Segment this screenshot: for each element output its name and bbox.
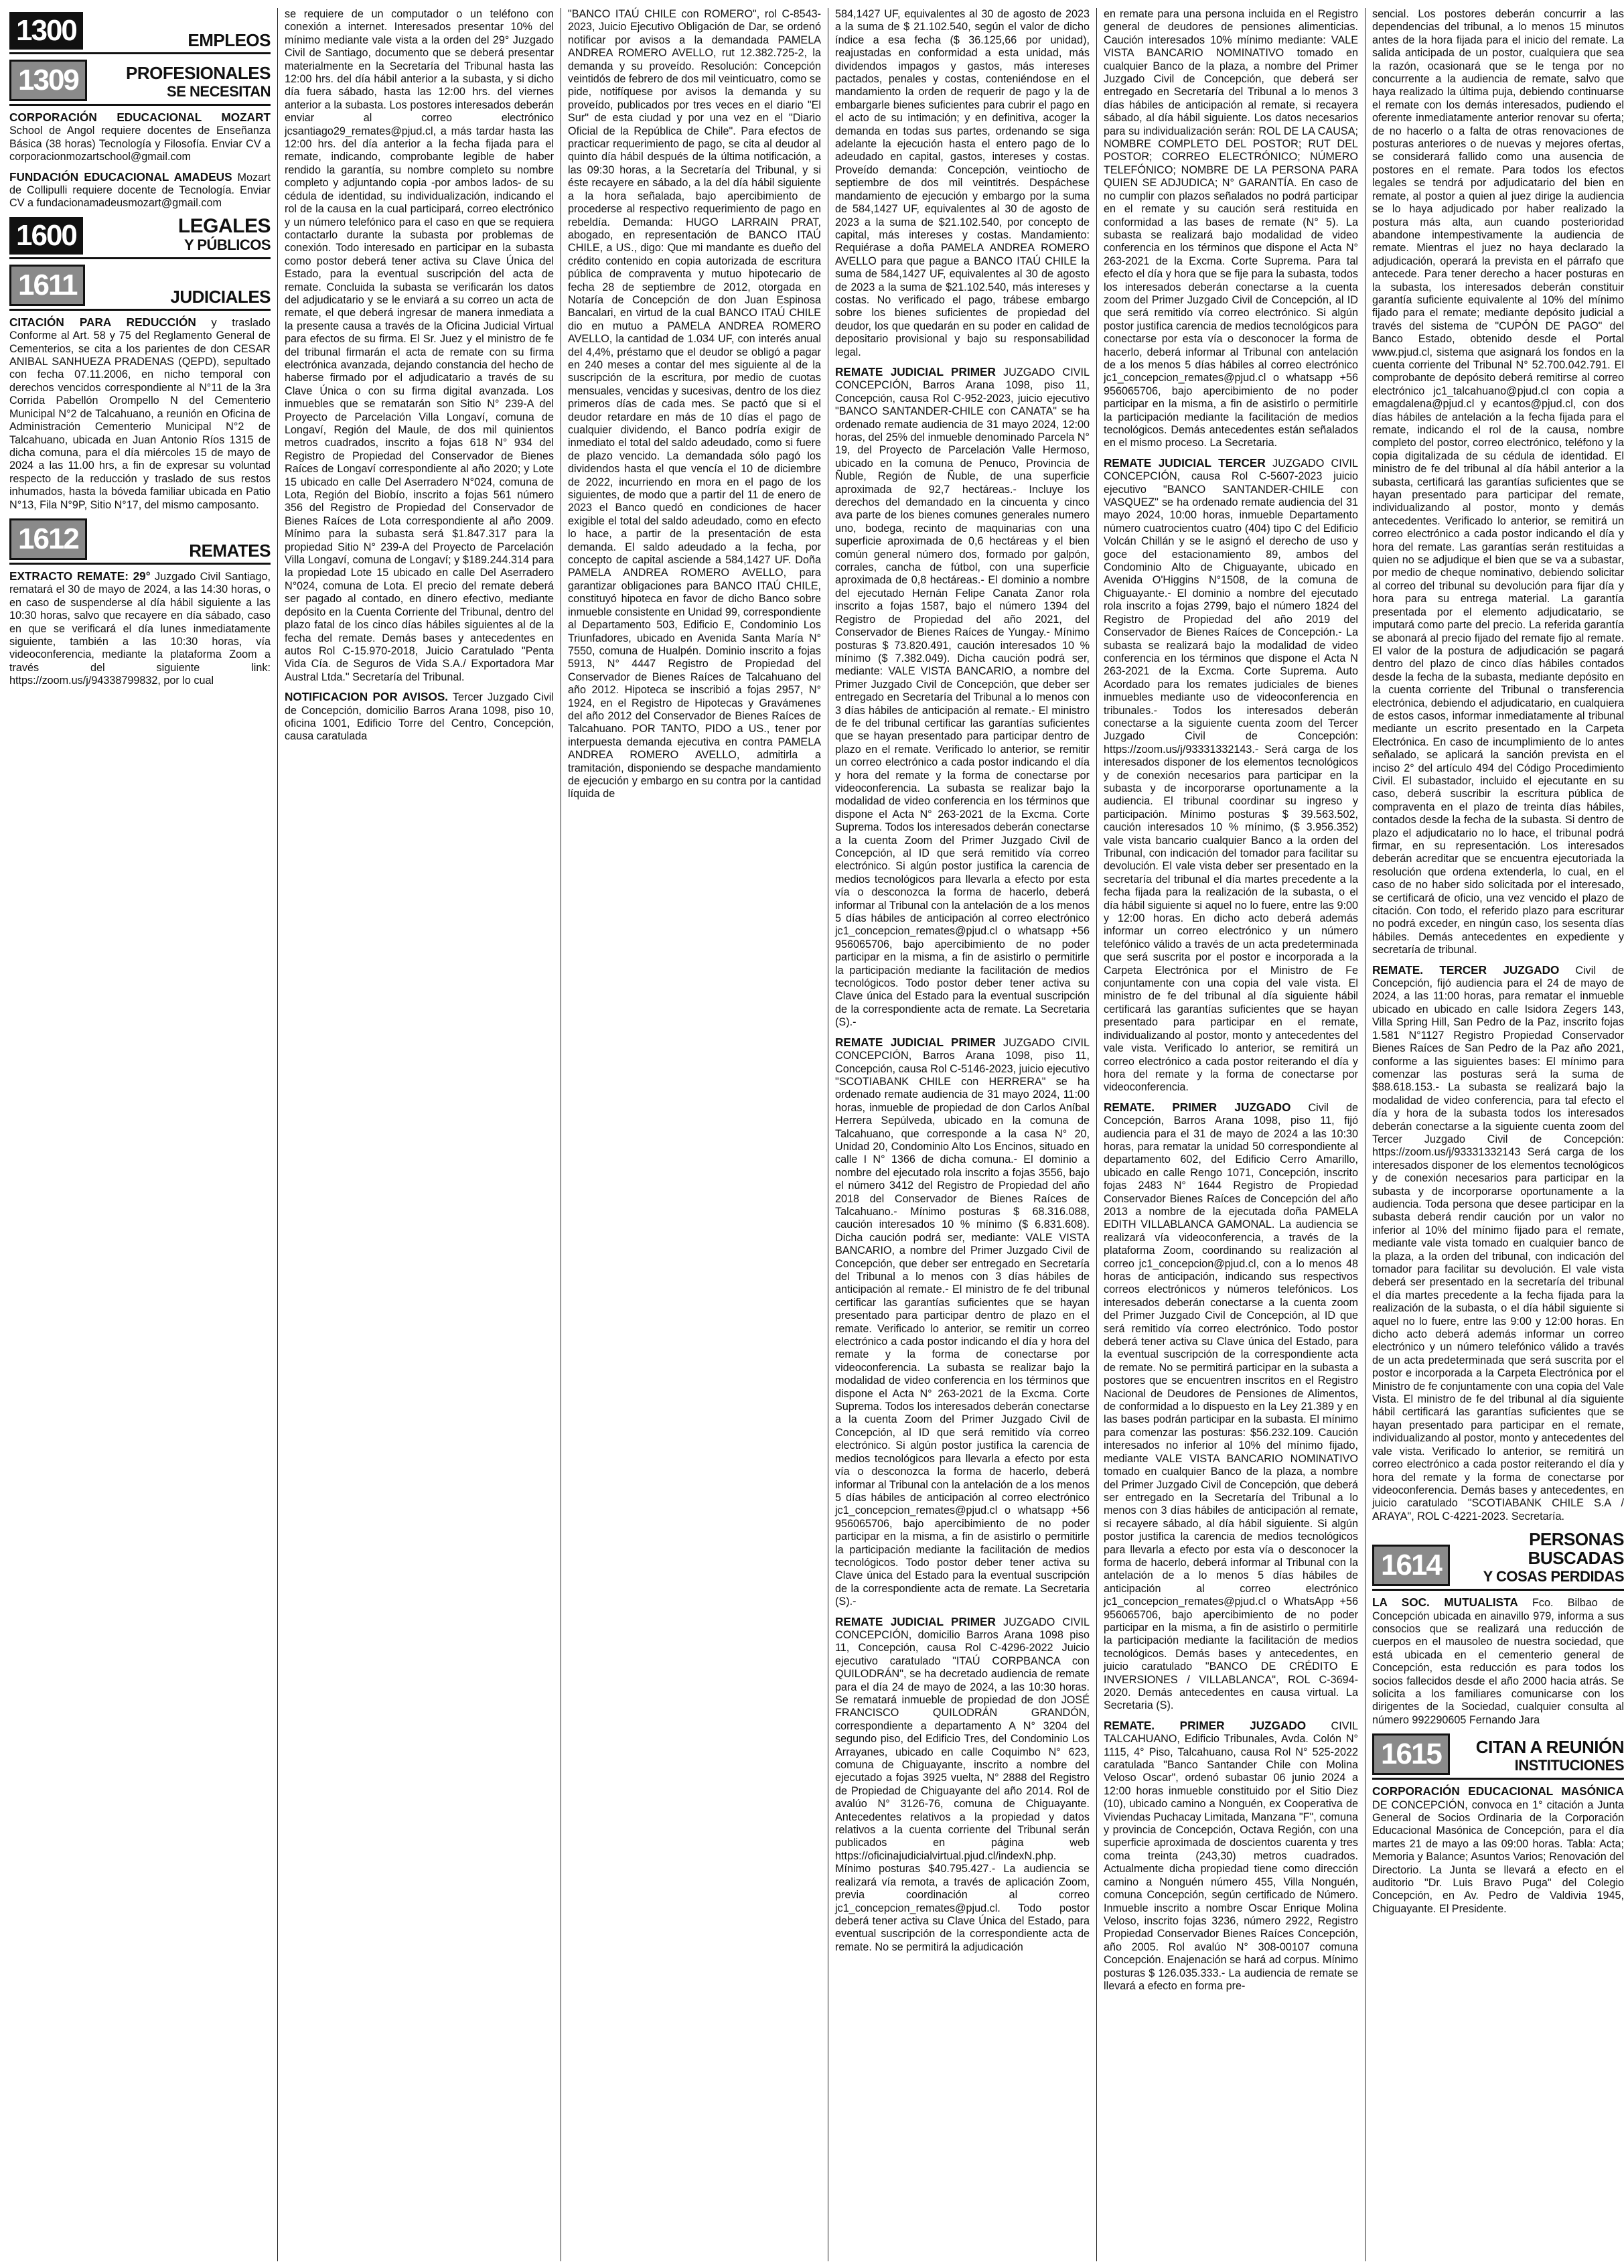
section-number: 1615 — [1372, 1733, 1450, 1775]
notice-continuation: "BANCO ITAÚ CHILE con ROMERO", rol C-8543-2023, Juicio Ejecutivo Obligación de Dar, se ordenó notificar por avisos a la demandada PAMELA ANDREA ROMERO AVELLO, rut 12.382.725-2, la demanda y su proveído. Resolución: Concepción veintidós de febrero de dos mil veinticuatro, como se pide, notifíquese por avisos la demanda y su proveído, publicados por tres veces en el diario "El Sur" de esta ciudad y por una vez en el "Diario Oficial de la República de Chile". Para efectos de practicar requerimiento de pago, se cita al deudor al quinto día hábil después de la última notificación, a las 09:30 horas, a la Secretaría del Tribunal, y si éste recayere en sábado, a la del día hábil siguiente a la hora señalada, bajo apercibimiento de procederse al respectivo requerimiento de pago en rebeldía. Demanda: HUGO LARRAIN PRAT, abogado, en representación de BANCO ITAÚ CHILE, a US., digo: Que mi mandante es dueño del crédito contenido en copia autorizada de escritura pública de compraventa y mutuo hipotecario de fecha 28 de septiembre de 2012, otorgada en Notaría de Concepción de don Juan Espinosa Bancalari, en virtud de la cual BANCO ITAÚ CHILE dio en mutuo a PAMELA ANDREA ROMERO AVELLO, la cantidad de 1.034 UF, con interés anual del 4,4%, préstamo que el deudor se obligó a pagar en 240 meses a contar del mes siguiente al de la suscripción de la escritura, por medio de cuotas mensuales, vencidas y sucesivas, dentro de los diez primeros días de cada mes. Se pactó que si el deudor retardare en más de 10 días el pago de cualquier dividendo, el Banco podría exigir de inmediato el total del saldo adeudado, como si fuere de plazo vencido. La demandada sólo pagó los dividendos hasta el que vencía el 10 de diciembre de 2022, incurriendo en mora en el pago de los siguientes, de modo que a partir del 11 de enero de 2023 el Banco quedó en condiciones de hacer exigible el total del saldo adeudado, como en efecto lo hace, a partir de la presentación de esta demanda. El saldo adeudado a la fecha, por concepto de capital asciende a 584,1427 UF. Doña PAMELA ANDREA ROMERO AVELLO, para garantizar obligaciones para BANCO ITAÚ CHILE, constituyó hipoteca en favor de dicho Banco sobre inmueble consistente en Unidad 99, correspondiente al Departamento 503, Edificio E, Condominio Los Triunfadores, ubicado en Avenida Santa María N° 7550, comuna de Hualpén. Dominio inscrito a fojas 5913, N° 4447 Registro de Propiedad del Conservador de Bienes Raíces de Talcahuano del año 2012. Hipoteca se inscribió a fojas 2957, N° 1924, en el Registro de Hipotecas y Gravámenes del año 2012 del Conservador de Bienes Raíces de Talcahuano. POR TANTO, PIDO a US., tener por interpuesta demanda ejecutiva en contra PAMELA ANDREA ROMERO AVELLO, admitirla a tramitación, disponiendo se despache mandamiento de ejecución y embargo en su contra por la cantidad líquida de — [568, 8, 821, 800]
notice-lead: REMATE JUDICIAL PRIMER — [835, 1614, 996, 1628]
section-header-profesionales — [9, 60, 271, 106]
notice-lead: REMATE. PRIMER JUZGADO — [1104, 1100, 1291, 1114]
section-subtitle: INSTITUCIONES — [1514, 1757, 1624, 1774]
section-subtitle: Y COSAS PERDIDAS — [1483, 1568, 1624, 1585]
section-header-judiciales — [9, 265, 271, 311]
column-1 — [9, 8, 271, 2261]
notice-continuation: en remate para una persona incluida en el Registro general de deudores de pensiones alimenticias. Caución interesados 10% mínimo mediante: VALE VISTA BANCARIO NOMINATIVO tomado en cualquier Banco de la plaza, a nombre del Primer Juzgado Civil de Concepción, que deberá ser entregado en Secretaría del Tribunal a lo menos 3 días hábiles de anticipación al remate, si recayera sábado, al día hábil siguiente. Los datos necesarios para su individualización serán: ROL DE LA CAUSA; NOMBRE COMPLETO DEL POSTOR; RUT DEL POSTOR; CORREO ELECTRÓNICO; NÚMERO TELEFÓNICO; NOMBRE DE LA PERSONA PARA QUIEN SE ADJUDICA; N° GARANTÍA. En caso de no cumplir con plazos señalados no podrá participar en el remate y su caución será restituida en conformidad a las bases de remate (N° 5). La subasta se realizará bajo modalidad de video conferencia en los términos que dispone el Acta N° 263-2021 de la Excma. Corte Suprema. Para tal efecto el día y hora que se fije para la subasta, todos los interesados deberán conectarse a la cuenta zoom del Primer Juzgado Civil de Concepción, al ID que será remitido vía correo electrónico. Si algún postor justifica carencia de medios tecnológicos para conectarse por esta vía o desconocer la forma de hacerlo, deberá informar al Tribunal con antelación de a los menos 5 días hábiles al correo electrónico jc1_concepcion_remates@pjud.cl o whatsapp +56 956065706, bajo apercibimiento de no poder participar en la misma, a fin de asistirlo o permitirle la participación mediante la facilitación de medios tecnológicos. Demás antecedentes están señalados en el mismo proceso. La Secretaria. — [1104, 8, 1358, 449]
notice-text: Fco. Bilbao de Concepción ubicada en ainavillo 979, informa a sus consocios que se realizará una reducción de cuerpos en el mausoleo de nuestra sociedad, que está ubicada en el cementerio general de Concepción, esta reducción es para todos los socios fallecidos desde el año 2000 hacia atrás. Se solicita a los familiares comunicarse con los dirigentes de la Sociedad, cualquier consulta al número 992290605 Fernando Jara — [1372, 1597, 1624, 1726]
column-2 — [285, 8, 554, 2261]
section-number: 1611 — [9, 265, 85, 306]
notice-text: Juzgado Civil Santiago, rematará el 30 de mayo de 2024, a las 14:30 horas, o en caso de suspenderse al día hábil siguiente a las 10:30 horas, salvo que recayere en día sábado, caso en que se verificará el día lunes inmediatamente siguiente, también a las 10:30 horas, vía videoconferencia, mediante la plataforma Zoom a través del siguiente link: https://zoom.us/j/94338799832, por lo cual — [9, 570, 271, 687]
section-number: 1600 — [9, 217, 83, 255]
notice-text: JUZGADO CIVIL CONCEPCIÓN, causa Rol C-5607-2023 juicio ejecutivo "BANCO SANTANDER-CHILE con VASQUEZ" se ha ordenado remate audiencia del 31 mayo 2024, 10:00 horas, inmueble Departamento número cuatrocientos cuatro (404) tipo C del Edificio Volcán Chillán y se le asignó el derecho de uso y goce del estacionamiento 89, ambos del Condominio Alto de Chiguayante, ubicado en Avenida O'Higgins N°1508, de la comuna de Chiguayante.- El dominio a nombre del ejecutado rola inscrito a fojas 2799, bajo el número 1824 del Registro de Propiedad del año 2019 del Conservador de Bienes Raíces de Concepción.- La subasta se realizará bajo la modalidad de video conferencia en los términos que dispone el Acta N 263-2021 de la Excma. Corte Suprema. Auto Acordado para los remates judiciales de bienes inmuebles mediante uso de videoconferencia en tribunales.- Todos los interesados deberán conectarse a la siguiente cuenta zoom del Tercer Juzgado Civil de Concepción: https://zoom.us/j/93331332143.- Será carga de los interesados disponer de los elementos tecnológicos y de conexión necesarios para participar en la subasta y de incorporarse oportunamente a la audiencia. El tribunal coordinar su ingreso y participación. Mínimo posturas $ 39.563.502, caución interesados 10 % mínimo, ($ 3.956.352) vale vista bancario cualquier Banco a la orden del Tribunal, con indicación del tomador para facilitar su devolución. El vale vista deber ser presentado en la secretaría del tribunal el día martes precedente a la fecha fijada para la realización de la subasta, o el día hábil siguiente si aquel no lo fuere, entre las 9:00 y 12:00 horas. En dicho acto deberá además informar un correo electrónico y un número telefónico válido a través de un acta predeterminada que será suscrita por el postor e incorporada a la Carpeta Electrónica por el Ministro de Fe conjuntamente con una copia del vale vista. El ministro de fe del tribunal al día siguiente hábil certificará las garantías suficientes que se hayan presentado para participar en el remate, individualizando al postor, monto y antecedentes del vale vista. Verificado lo anterior, se remitirá un correo electrónico a cada postor reiterando el día y hora del remate y la forma de conectarse por videoconferencia. — [1104, 457, 1358, 1094]
section-number: 1300 — [9, 12, 83, 50]
notice-remate-4 — [1104, 457, 1358, 1094]
notice-text: Civil de Concepción, Barros Arana 1098, piso 11, fijó audiencia para el 31 de mayo de 2024 a las 10:30 horas, para rematar la unidad 50 correspondiente al departamento 602, del Edificio Cerro Amarillo, ubicado en calle Rengo 1071, Concepción, inscrito fojas 2483 N° 1644 Registro de Propiedad Conservador Bienes Raíces de Concepción del año 2013 a nombre de la ejecutada doña PAMELA EDITH VILLABLANCA GAMONAL. La audiencia se realizará vía videoconferencia, a través de la plataforma Zoom, coordinando su realización al correo jc1_concepcion@pjud.cl, con a lo menos 48 horas de anticipación, indicando sus respectivos correos electrónicos y números telefónicos. Los interesados deberán conectarse a la cuenta zoom del Primer Juzgado Civil de Concepción, al ID que será remitido vía correo electrónico. Todo postor deberá tener activa su Clave única del Estado, para la eventual suscripción de la correspondiente acta de remate. No se permitirá participar en la subasta a postores que se encuentren inscritos en el Registro Nacional de Deudores de Pensiones de Alimentos, de conformidad a lo dispuesto en la Ley 21.389 y en las bases podrán participar en la subasta. El mínimo para comenzar las posturas: $56.232.109. Caución interesados no inferior al 10% del mínimo fijado, mediante VALE VISTA BANCARIO NOMINATIVO tomado en cualquier Banco de la plaza, a nombre del Primer Juzgado Civil de Concepción, que deberá ser entregado en la Secretaría del Tribunal a lo menos con 3 días hábiles de anticipación al remate, si recayere sábado, al día hábil siguiente. Si algún postor justifica la carencia de medios tecnológicos para llevarla a efecto por esta vía o desconocer la forma de hacerlo, deberá informar al Tribunal con la antelación de a lo menos 5 días hábiles de anticipación al correo electrónico jc1_concepcion_remates@pjud.cl o WhatsApp +56 956065706, bajo apercibimiento de no poder participar en la misma, a fin de asistirlo o permitirle la participación mediante la facilitación de medios tecnológicos. Demás bases y antecedentes, en juicio caratulado "BANCO DE CRÉDITO E INVERSIONES / VILLABLANCA", ROL C-3694-2020. Demás antecedentes en causa virtual. La Secretaria (S). — [1104, 1101, 1359, 1712]
notice-lead: REMATE. PRIMER JUZGADO — [1104, 1718, 1307, 1732]
notice-text: JUZGADO CIVIL CONCEPCIÓN, Barros Arana 1098, piso 11, Concepción, causa Rol C-952-2023, juicio ejecutivo "BANCO SANTANDER-CHILE con CANATA" se ha ordenado remate audiencia de 31 mayo 2024, 12:00 horas, del 25% del inmueble denominado Parcela N° 19, del Proyecto de Parcelación Valle Hermoso, ubicado en la comuna de Penuco, Provincia de Ñuble, Región de Ñuble, de una superficie aproximada de 92,7 hectáreas.- Incluye los derechos del demandado en la cincuenta y cinco ava parte de los bienes comunes generales numero uno, bodega, recinto de maquinarias con una superficie aproximada de 0,6 hectáreas y el bien común general número dos, formado por galpón, corrales, cancha de fútbol, con una superficie aproximada de 0,8 hectáreas.- El dominio a nombre del ejecutado Hernán Felipe Canata Zanor rola inscrito a fojas 1587, bajo el número 1394 del Registro de Propiedad del año 2021, del Conservador de Bienes Raíces de Yungay.- Mínimo posturas $ 73.820.491, caución interesados 10 % mínimo ($ 7.382.049). Dicha caución podrá ser, mediante: VALE VISTA BANCARIO, a nombre del Primer Juzgado Civil de Concepción, que deber ser entregado en Secretaría del Tribunal a lo menos con 3 días hábiles de anticipación al remate.- El ministro de fe del tribunal certificar las garantías suficientes que se hayan presentado para participar dentro de plazo en el remate. Verificado lo anterior, se remitir un correo electrónico a cada postor indicando el día y hora del remate y la forma de conectarse por videoconferencia. La subasta se realizar bajo la modalidad de video conferencia en los términos que dispone el Acta N° 263-2021 de la Excma. Corte Suprema. Todos los interesados deberán conectarse a la cuenta Zoom del Primer Juzgado Civil de Concepción, al ID que será remitido vía correo electrónico. Si algún postor justifica la carencia de medios tecnológicos para llevarla a efecto por esta vía o desconozca la forma de hacerlo, deberá informar al Tribunal con la antelación de a los menos 5 días hábiles de anticipación al correo electrónico jc1_concepcion_remates@pjud.cl o whatsapp +56 956065706, bajo apercibimiento de no poder participar en la misma, a fin de asistirlo o permitirle la participación mediante la facilitación de medios tecnológicos. Todo postor deber tener activa su Clave única del Estado para la eventual suscripción de la correspondiente acta de remate. La Secretaria (S).- — [835, 366, 1090, 1029]
column-3 — [568, 8, 821, 2261]
notice-text: Tercer Juzgado Civil de Concepción, domicilio Barros Arana 1098, piso 10, oficina 1001, Edificio Torre del Centro, Concepción, causa caratulada — [285, 691, 554, 743]
section-header-personas — [1372, 1530, 1624, 1591]
notice-remate-1 — [835, 366, 1090, 1030]
notice-lead: CITACIÓN PARA REDUCCIÓN — [9, 315, 196, 329]
section-title: JUDICIALES — [170, 286, 271, 307]
ad-text: Mozart de Collipulli requiere docente de Tecnología. Enviar CV a fundacionamadeusmozart@gmail.com — [9, 171, 271, 210]
section-title — [126, 64, 271, 101]
notice-extracto-remate — [9, 570, 271, 688]
section-title-main: PERSONAS BUSCADAS — [1528, 1529, 1624, 1569]
section-title-main: PROFESIONALES — [126, 63, 271, 83]
section-title-main: LEGALES — [177, 214, 271, 237]
section-title-main: CITAN A REUNIÓN — [1475, 1737, 1624, 1758]
notice-remate-6 — [1104, 1719, 1358, 1993]
column-4 — [835, 8, 1090, 2261]
notice-lead: CORPORACIÓN EDUCACIONAL MASÓNICA — [1372, 1784, 1624, 1798]
notice-lead: EXTRACTO REMATE: 29° — [9, 569, 151, 583]
section-header-remates — [9, 518, 271, 565]
notice-continuation: se requiere de un computador o un teléfono con conexión a internet. Interesados presentar 10% del mínimo mediante vale vista a la orden del 29° Juzgado Civil de Santiago, documento que se deberá presentar materialmente en la Secretaría del Tribunal hasta las 12:00 hrs. del día hábil anterior a la subasta, y si dicho día fuera sábado, hasta las 12:00 hrs. del viernes anterior a la subasta. Los postores interesados deberán enviar al correo electrónico jcsantiago29_remates@pjud.cl, a más tardar hasta las 12:00 hrs. del día anterior a la fecha fijada para el remate, indicando, comprobante legible de haber rendido la garantía, su nombre completo su nombre completo y adjuntando copia -por ambos lados- de su cédula de identidad, su individualización, indicando el rol de la causa en la cual participará, correo electrónico y un número telefónico para el caso en que se requiera contactarlo durante la subasta por problemas de conexión. Todo interesado en participar en la subasta como postor deberá tener activa su Clave Única del Estado, para la eventual suscripción del acta de remate. Concluida la subasta se verificarán los datos del adjudicatario y se le enviará a su correo un acta de remate, el que deberá ingresar de manera inmediata a la presente causa a través de la Oficina Judicial Virtual para efectos de su firma. El Sr. Juez y el ministro de fe del tribunal firmarán el acta de remate con su firma electrónica avanzada, dejando constancia del hecho de haberse firmado por el adjudicatario a través de su Clave Única o con su firma digital avanzada. Los inmuebles que se rematarán son Sitio N° 239-A del Proyecto de Parcelación Villa Longaví, comuna de Longaví, Región del Maule, de dos mil quinientos metros cuadrados, inscrito a fojas 618 N° 934 del Registro de Propiedad del Conservador de Bienes Raíces de Longaví correspondiente al año 2020; y Lote 15 ubicado en calle Del Aserradero N°024, comuna de Lota, Región del Biobío, inscrito a fojas 561 número 356 del Registro de Propiedad del Conservador de Bienes Raíces de Lota correspondiente al año 2009. Mínimo para la subasta será $1.847.317 para la propiedad Sitio N° 239-A del Proyecto de Parcelación Villa Longaví, comuna de Longaví; y $189.244.314 para la propiedad Lote 15 ubicado en calle Del Aserradero N°024, comuna de Lota. El precio del remate deberá ser pagado al contado, en dinero efectivo, mediante depósito en la Cuenta Corriente del Tribunal, dentro del plazo fatal de los cinco días hábiles siguientes al de la fecha del remate. Demás bases y antecedentes en autos Rol C-15.970-2018, Juicio Caratulado "Penta Vida Cía. de Seguros de Vida S.A./ Exportadora Mar Austral Ltda." Secretaría del Tribunal. — [285, 8, 554, 683]
section-title — [1476, 1738, 1624, 1775]
section-header-citan — [1372, 1733, 1624, 1780]
column-5 — [1104, 8, 1358, 2261]
notice-soc-mutualista — [1372, 1596, 1624, 1727]
section-title: REMATES — [189, 540, 271, 561]
notice-lead: REMATE. TERCER JUZGADO — [1372, 963, 1560, 977]
notice-remate-2 — [835, 1036, 1090, 1609]
section-number: 1612 — [9, 518, 87, 560]
ad-text: School de Angol requiere docentes de Enseñanza Básica (38 horas) Tecnología y Filosofía. Enviar CV a corporacionmozartschool@gmail.com — [9, 125, 271, 163]
section-title — [1450, 1530, 1624, 1586]
notice-lead: REMATE JUDICIAL PRIMER — [835, 364, 996, 378]
notice-notificacion — [285, 691, 554, 743]
notice-corp-masonica — [1372, 1785, 1624, 1916]
notice-text: Civil de Concepción, fijó audiencia para el 24 de mayo de 2024, a las 11:00 horas, para rematar el inmueble ubicado en ubicado en calle Isidora Zegers 143, Villa Spring Hill, San Pedro de la Paz, inscrito fojas 1.581 N°1127 Registro Propiedad Conservador Bienes Raíces de San Pedro de la Paz año 2021, conforme a las siguientes bases: El mínimo para comenzar las posturas será la suma de $88.618.153.- La subasta se realizará bajo la modalidad de video conferencia, para tal efecto el día y hora de la subasta todos los interesados deberán conectarse a la siguiente cuenta zoom del Tercer Juzgado Civil de Concepción: https://zoom.us/j/93331332143 Será carga de los interesados disponer de los elementos tecnológicos y de conexión necesarios para participar en la subasta y de incorporarse oportunamente a la audiencia. Toda persona que desee participar en la subasta deberá rendir caución por un valor no inferior al 10% del mínimo fijado para el remate, mediante vale vista tomado en cualquier banco de la plaza, a la orden del tribunal, con indicación del tomador para facilitar su devolución. El vale vista deberá ser presentado en la secretaría del tribunal el día martes precedente a la fecha fijada para la realización de la subasta, o el día hábil siguiente si aquel no lo fuere, entre las 9:00 y 12:00 horas. En dicho acto deberá además informar un correo electrónico y un número telefónico válido a través de un acta predeterminada que será suscrita por el postor e incorporada a la Carpeta Electrónica por el Ministro de fe conjuntamente con una copia del Vale Vista. El ministro de fe del tribunal al día siguiente hábil certificará las garantías suficientes que se hayan presentado para participar en el remate, individualizando al postor, monto y antecedentes del vale vista. Verificado lo anterior, se remitirá un correo electrónico a cada postor reiterando el día y hora del remate y la forma de conectarse por videoconferencia. Demás bases y antecedentes, en juicio caratulado "SCOTIABANK CHILE S.A / ARAYA", ROL C-4221-2023. Secretaría. — [1372, 964, 1624, 1522]
column-divider — [1096, 8, 1097, 2261]
notice-lead: NOTIFICACION POR AVISOS. — [285, 690, 449, 704]
notice-citacion — [9, 316, 271, 512]
notice-continuation: sencial. Los postores deberán concurrir a las dependencias del tribunal, a lo menos 15 minutos antes de la hora fijada para el inicio del remate. La salida anticipada de un postor, cualquiera que sea la razón, ocasionará que se le tenga por no concurrente a la audiencia de remate, salvo que haya realizado la última puja, debiendo continuarse el remate con los demás interesados, pudiendo el oferente inmediatamente anterior renovar su oferta; de no hacerlo o a falta de otras renovaciones de posturas anteriores o de nuevas y mejores ofertas, se considerará fallido como una ausencia de postores en el remate. Para todos los efectos legales se tendrá por adjudicatario del bien en remate, al postor a quien al juez dirige la audiencia se lo haya adjudicado por haber realizado la postura más alta, aun cuando posterioridad abandone intempestivamente la audiencia de remate. Mientras el juez no haya declarado la adjudicación, operará la prevista en el párrafo que antecede. Para tener derecho a hacer posturas en la subasta, los interesados deberán constituir garantía suficiente equivalente al 10% del mínimo fijado para el remate; mediante depósito judicial a través del sistema de "CUPÓN DE PAGO" del Banco Estado, obtenido desde el Portal www.pjud.cl, sistema que asignará los fondos en la cuenta corriente del Tribunal N° 52.700.042.791. El comprobante de depósito deberá remitirse al correo electrónico jc1_talcahuano@pjud.cl con copia a emagdalena@pjud.cl y ecantos@pjud.cl, con dos días hábiles de antelación a la fecha fijada para el remate, indicando el rol de la causa, nombre completo del postor, correo electrónico, teléfono y la copia digitalizada de su cédula de identidad. El ministro de fe del tribunal al día hábil anterior a la subasta, certificará las garantías suficientes que se hayan presentado para participar del remate, individualizando al postor, monto y demás antecedentes. Verificado lo anterior, se remitirá un correo electrónico a cada postor indicando el día y hora del remate. Las garantías serán restituidas a quien no se adjudique el bien que se va a subastar, por medio de cheque nominativo, debiendo solicitar al correo del tribunal su devolución para fijar día y hora para su entrega material. La garantía presentada por el elemento adjudicatario, se imputará como parte del precio. La referida garantía se abonará al precio fijado del remate fijo al remate. El valor de la postura de adjudicación se pagará dentro del plazo de cinco días hábiles contados desde la fecha de la subasta, mediante depósito en la cuenta corriente del Tribunal o transferencia electrónica, debiendo el adjudicatario, en cualquiera de estos casos, informar inmediatamente al tribunal mediante un escrito presentado en la Carpeta Electrónica. En caso de incumplimiento de lo antes señalado, se aplicará la sanción prevista en el inciso 2° del artículo 494 del Código Procedimiento Civil. El subastador, incluido el ejecutante en su caso, deberá suscribir la escritura pública de compraventa en el plazo de treinta días hábiles, contados desde la fecha de la subasta. Si dentro de plazo el adjudicatario no lo hace, el tribunal podrá firmar, en su representación. Los interesados deberán acreditar que se encuentra ejecutoriada la resolución que ordena extenderla, lo cual, en el caso de no haber sido solicitada por el interesado, se certificará de oficio, una vez vencido el plazo de citación. Con todo, el referido plazo para escriturar no podrá exceder, en ningún caso, los sesenta días hábiles. Demás antecedentes en expediente y secretaría de tribunal. — [1372, 8, 1624, 956]
section-number: 1614 — [1372, 1545, 1450, 1586]
ad-amadeus — [9, 171, 271, 210]
columns — [9, 8, 1624, 2261]
section-number: 1309 — [9, 60, 87, 101]
notice-text: y traslado Conforme al Art. 58 y 75 del Reglamento General de Cementerios, se cita a los parientes de don CESAR ANIBAL SANHUEZA PRADENAS (QEPD), sepultado con fecha 07.11.2006, en nicho temporal con derechos vencidos correspondiente al N°11 de la 3ra Corrida Pabellón Orompello N del Cementerio Municipal N°2 de Talcahuano, a reunión en Oficina de Administración Cementerio Municipal N°2 de Talcahuano, ubicada en Juan Antonio Ríos 1315 de dicha comuna, para el día miércoles 15 de mayo de 2024 a las 11.00 hrs, a fin de expresar su voluntad respecto de la reducción y traslado de sus restos inhumados, hasta la bóveda familiar ubicada en Patio N°13, Fila N°9P, Sitio N°17, del mismo camposanto. — [9, 316, 271, 511]
notice-continuation: 584,1427 UF, equivalentes al 30 de agosto de 2023 a la suma de $ 21.102.540, según el valor de dicho índice a esa fecha ($ 36.125,66 por unidad), reajustadas en conformidad a esta unidad, más dividendos impagos y gastos, más intereses pactados, penales y costas, conteniéndose en el mandamiento la orden de requerir de pago y la de embargarle bienes suficientes para cubrir el pago en el acto de su intimación; y en definitiva, acoger la demanda en todas sus partes, ordenando se siga adelante la ejecución hasta el entero pago de lo adeudado en capital, gastos, intereses y costas. Proveído demanda: Concepción, veintiocho de septiembre de dos mil veintitrés. Despáchese mandamiento de ejecución y embargo por la suma de 584,1427 UF, equivalentes al 30 de agosto de 2023 a la suma de $21.102.540, por concepto de capital, más intereses y costas. Mandamiento: Requiérase a doña PAMELA ANDREA ROMERO AVELLO para que pague a BANCO ITAÚ CHILE la suma de 584,1427 UF, equivalentes al 30 de agosto de 2023 a la suma de $21.102.540, más intereses y costas. No verificado el pago, trábese embargo sobre los bienes suficientes de propiedad del deudor, los que quedarán en su poder en calidad de depositario provisional y bajo su responsabilidad legal. — [835, 8, 1090, 358]
section-header-legales — [9, 214, 271, 259]
column-6 — [1372, 8, 1624, 2261]
notice-text: JUZGADO CIVIL CONCEPCIÓN, Barros Arana 1098, piso 11, Concepción, causa Rol C-5146-2023, juicio ejecutivo "SCOTIABANK CHILE con HERRERA" se ha ordenado remate audiencia de 31 mayo 2024, 11:00 horas, inmueble de propiedad de don Carlos Aníbal Herrera Sepúlveda, ubicado en la comuna de Talcahuano, que corresponde a la casa N° 20, Unidad 20, Condominio Alto Los Encinos, situado en calle I N° 1366 de dicha comuna.- El dominio a nombre del ejecutado rola inscrito a fojas 3556, bajo el número 3412 del Registro de Propiedad del año 2018 del Conservador de Bienes Raíces de Talcahuano.- Mínimo posturas $ 68.316.088, caución interesados 10 % mínimo ($ 6.831.608). Dicha caución podrá ser, mediante: VALE VISTA BANCARIO, a nombre del Primer Juzgado Civil de Concepción, que deber ser entregado en Secretaría del Tribunal a lo menos con 3 días hábiles de anticipación al remate.- El ministro de fe del tribunal certificar las garantías suficientes que se hayan presentado para participar dentro de plazo en el remate. Verificado lo anterior, se remitir un correo electrónico a cada postor indicando el día y hora del remate y la forma de conectarse por videoconferencia. La subasta se realizar bajo la modalidad de video conferencia en los términos que dispone el Acta N° 263-2021 de la Excma. Corte Suprema. Todos los interesados deberán conectarse a la cuenta Zoom del Primer Juzgado Civil de Concepción, al ID que será remitido vía correo electrónico. Si algún postor justifica la carencia de medios tecnológicos para llevarla a efecto por esta vía o desconozca la forma de hacerlo, deberá informar al Tribunal con la antelación de a los menos 5 días hábiles de anticipación al correo electrónico jc1_concepcion_remates@pjud.cl o whatsapp +56 956065706, bajo apercibimiento de no poder participar en la misma, a fin de asistirlo o permitirle la participación mediante la facilitación de medios tecnológicos. Todo postor deber tener activa su Clave única del Estado para la eventual suscripción de la correspondiente acta de remate. La Secretaria (S).- — [835, 1036, 1090, 1608]
section-title: EMPLEOS — [188, 30, 271, 50]
section-header-empleos — [9, 12, 271, 54]
notice-remate-7 — [1372, 964, 1624, 1523]
ad-lead: FUNDACIÓN EDUCACIONAL AMADEUS — [9, 169, 232, 184]
section-subtitle: SE NECESITAN — [167, 83, 271, 100]
notice-lead: REMATE JUDICIAL TERCER — [1104, 455, 1266, 470]
section-subtitle: Y PÚBLICOS — [183, 236, 271, 253]
notice-remate-5 — [1104, 1101, 1358, 1713]
notice-text: DE CONCEPCIÓN, convoca en 1° citación a Junta General de Socios Ordinaria de la Corporación Educacional Masónica de Concepción, para el día martes 21 de mayo a las 09:00 horas. Tabla: Acta; Memoria y Balance; Asuntos Varios; Renovación del Directorio. La Junta se llevará a efecto en el auditorio "Dr. Luis Bravo Puga" del Colegio Concepción, en Av. Pedro de Valdivia 1945, Chiguayante. El Presidente. — [1372, 1798, 1624, 1915]
section-title — [177, 214, 271, 255]
column-divider — [277, 8, 278, 2261]
notice-text: CIVIL TALCAHUANO, Edificio Tribunales, Avda. Colón N° 1115, 4° Piso, Talcahuano, causa Rol N° 525-2022 caratulada "Banco Santander Chile con Molina Veloso Oscar", ordenó subastar 06 junio 2024 a 12:00 horas inmueble constituido por el Sitio Diez (10), ubicado camino a Nonguén, ex Cooperativa de Viviendas Puchacay Limitada, Manzana "F", comuna y provincia de Concepción, Octava Región, con una superficie aproximada de doscientos cuarenta y tres coma treinta (243,30) metros cuadrados. Actualmente dicha propiedad tiene como dirección camino a Nonguén número 455, Villa Nonguén, comuna Concepción, según certificado de Número. Inmueble inscrito a nombre Oscar Enrique Molina Veloso, inscrito fojas 3236, número 2922, Registro Propiedad Conservador Bienes Raíces Concepción, año 2005. Rol avalúo N° 308-00107 comuna Concepción. Enajenación se hará ad corpus. Mínimo posturas $ 126.035.333.- La audiencia de remate se llevará a efecto en forma pre- — [1104, 1719, 1359, 1992]
notice-lead: REMATE JUDICIAL PRIMER — [835, 1035, 996, 1049]
notice-remate-3 — [835, 1616, 1090, 1955]
notice-lead: LA SOC. MUTUALISTA — [1372, 1596, 1518, 1610]
ad-mozart — [9, 111, 271, 164]
notice-text: JUZGADO CIVIL CONCEPCIÓN, domicilio Barros Arana 1098 piso 11, Concepción, causa Rol C-4296-2022 Juicio ejecutivo caratulado "ITAÚ CORPBANCA con QUILODRÁN", se ha decretado audiencia de remate para el día 24 de mayo de 2024, a las 10:30 horas. Se rematará inmueble de propiedad de don JOSÉ FRANCISCO QUILODRÁN GRANDÓN, correspondiente a departamento A N° 3204 del segundo piso, del Edificio Tres, del Condominio Los Arrayanes, ubicado en calle Coquimbo N° 623, comuna de Chiguayante, inscrito a nombre del ejecutado a fojas 3925 vuelta, N° 2888 del Registro de Propiedad de Chiguayante del año 2014. Rol de avalúo N° 3126-76, comuna de Chiguayante. Antecedentes relativos a la propiedad y datos relativos a la cuenta corriente del Tribunal serán publicados en página web https://oficinajudicialvirtual.pjud.cl/indexN.php. Mínimo posturas $40.795.427.- La audiencia se realizará vía remota, a través de aplicación Zoom, previa coordinación al correo jc1_concepcion_remates@pjud.cl. Todo postor deberá tener activa su Clave Única del Estado, para eventual suscripción de la correspondiente acta de remate. No se permitirá la adjudicación — [835, 1616, 1090, 1953]
ad-lead: CORPORACIÓN EDUCACIONAL MOZART — [9, 111, 271, 124]
